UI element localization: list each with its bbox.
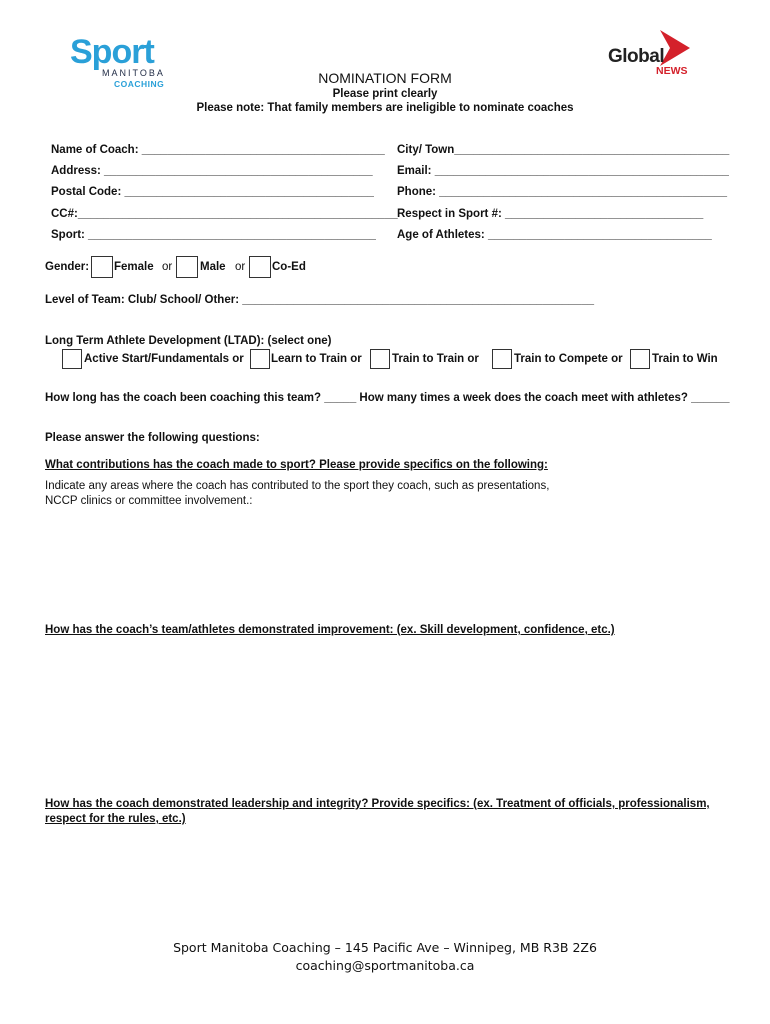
gender-or-2: or [235, 261, 246, 273]
answer-area-improvement[interactable] [45, 642, 725, 792]
level-of-team-field[interactable]: Level of Team: Club/ School/ Other: _______________________________________________________ [45, 294, 594, 306]
sport-logo-manitoba: MANITOBA [102, 68, 165, 78]
ltad-train-to-win-label: Train to Win [652, 353, 718, 365]
ltad-active-start-label: Active Start/Fundamentals or [84, 353, 244, 365]
question-leadership-line-1: How has the coach demonstrated leadership and integrity? Provide specifics: (ex. Treatment of officials, professionalism, [45, 798, 710, 810]
gender-female-label: Female [114, 261, 154, 273]
cc-number-field[interactable]: CC#:__________________________________________________ [51, 208, 398, 220]
ltad-train-to-win-checkbox[interactable] [630, 349, 650, 369]
global-logo-news: NEWS [656, 65, 688, 77]
question-contributions: What contributions has the coach made to sport? Please provide specifics on the following: [45, 459, 548, 471]
questions-intro: Please answer the following questions: [45, 432, 260, 444]
form-title: NOMINATION FORM [318, 70, 452, 86]
sport-logo-word: Sport [70, 33, 154, 71]
ltad-heading: Long Term Athlete Development (LTAD): (select one) [45, 335, 332, 347]
gender-female-checkbox[interactable] [91, 256, 113, 278]
postal-code-field[interactable]: Postal Code: _______________________________________ [51, 186, 374, 198]
gender-male-label: Male [200, 261, 226, 273]
answer-area-contributions[interactable] [45, 512, 725, 612]
gender-or-1: or [162, 261, 173, 273]
ltad-learn-to-train-checkbox[interactable] [250, 349, 270, 369]
gender-coed-checkbox[interactable] [249, 256, 271, 278]
footer-email: coaching@sportmanitoba.ca [295, 958, 475, 973]
global-logo-word: Global [608, 46, 665, 67]
form-subtitle: Please print clearly [332, 88, 438, 100]
age-of-athletes-field[interactable]: Age of Athletes: ___________________________________ [397, 229, 712, 241]
answer-area-leadership[interactable] [45, 830, 725, 930]
sport-field[interactable]: Sport: _____________________________________________ [51, 229, 376, 241]
ltad-train-to-compete-checkbox[interactable] [492, 349, 512, 369]
ltad-train-to-train-checkbox[interactable] [370, 349, 390, 369]
name-of-coach-field[interactable]: Name of Coach: ______________________________________ [51, 144, 385, 156]
question-improvement: How has the coach’s team/athletes demonstrated improvement: (ex. Skill development, confidence, etc.) [45, 624, 615, 636]
question-contributions-detail-2: NCCP clinics or committee involvement.: [45, 495, 253, 507]
gender-coed-label: Co-Ed [272, 261, 306, 273]
coaching-duration-field[interactable]: How long has the coach been coaching this team? _____ How many times a week does the coach meet with athletes? ______ [45, 392, 730, 404]
address-field[interactable]: Address: __________________________________________ [51, 165, 373, 177]
question-contributions-detail-1: Indicate any areas where the coach has contributed to the sport they coach, such as presentations, [45, 480, 550, 492]
gender-label: Gender: [45, 261, 90, 273]
footer-address: Sport Manitoba Coaching – 145 Pacific Ave – Winnipeg, MB R3B 2Z6 [173, 940, 597, 955]
ltad-train-to-compete-label: Train to Compete or [514, 353, 623, 365]
sport-logo-coaching: COACHING [114, 79, 165, 89]
respect-in-sport-field[interactable]: Respect in Sport #: _______________________________ [397, 208, 704, 220]
gender-male-checkbox[interactable] [176, 256, 198, 278]
ltad-train-to-train-label: Train to Train or [392, 353, 479, 365]
phone-field[interactable]: Phone: _____________________________________________ [397, 186, 727, 198]
form-note: Please note: That family members are ineligible to nominate coaches [196, 102, 574, 114]
question-leadership-line-2: respect for the rules, etc.) [45, 813, 186, 825]
ltad-active-start-checkbox[interactable] [62, 349, 82, 369]
city-town-field[interactable]: City/ Town___________________________________________ [397, 144, 730, 156]
email-field[interactable]: Email: ______________________________________________ [397, 165, 729, 177]
ltad-learn-to-train-label: Learn to Train or [271, 353, 362, 365]
